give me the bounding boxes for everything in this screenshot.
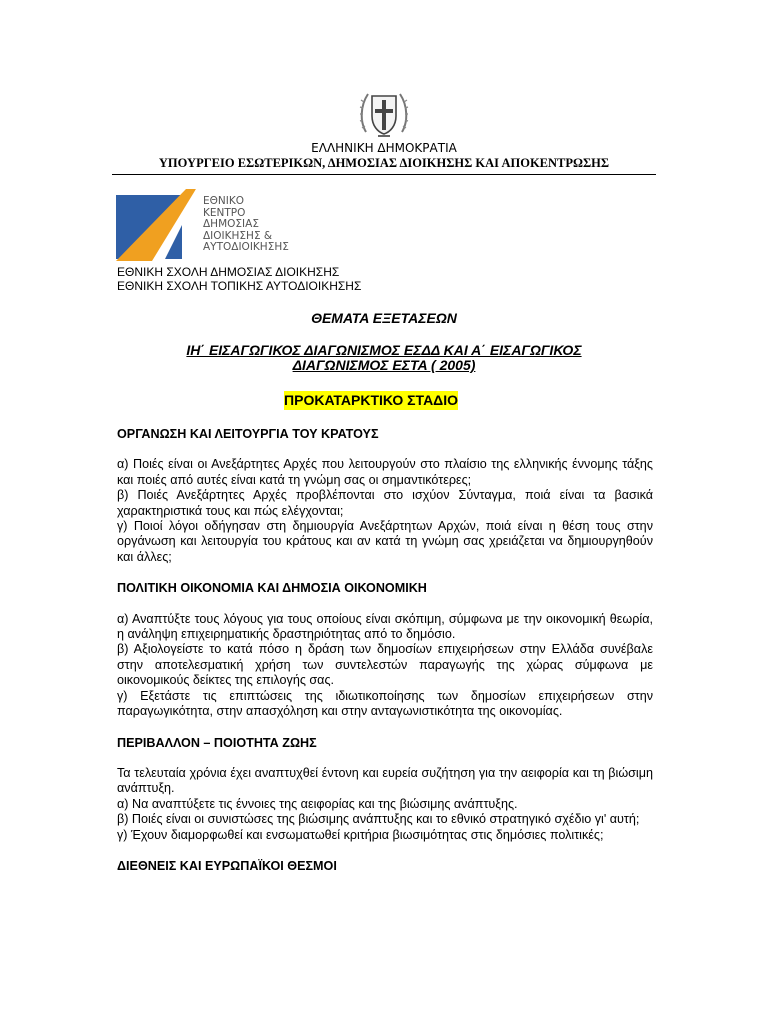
exam-content (117, 427, 653, 890)
logo-line: ΚΕΝΤΡΟ (203, 206, 246, 219)
question-paragraph: γ) Εξετάστε τις επιπτώσεις της ιδιωτικοποίησης των δημοσίων επιχειρήσεων στην παραγωγικότητα, στην απασχόληση και στην ανταγωνιστικότητα της οικονομίας. (117, 688, 653, 719)
question-paragraph: β) Ποιές Ανεξάρτητες Αρχές προβλέπονται στο ισχύον Σύνταγμα, ποιά είναι τα βασικά χαρακτηριστικά τους και πώς ελέγχονται; (117, 488, 653, 518)
schools-block (117, 265, 361, 293)
section-heading: ΠΟΛΙΤΙΚΗ ΟΙΚΟΝΟΜΙΑ ΚΑΙ ΔΗΜΟΣΙΑ ΟΙΚΟΝΟΜΙΚΗ (117, 581, 427, 596)
section-economics (117, 581, 653, 719)
greek-coat-of-arms-emblem (358, 86, 410, 142)
ministry-heading: ΥΠΟΥΡΓΕΙΟ ΕΣΩΤΕΡΙΚΩΝ, ΔΗΜΟΣΙΑΣ ΔΙΟΙΚΗΣΗΣ ΚΑΙ ΑΠΟΚΕΝΤΡΩΣΗΣ (112, 156, 656, 175)
subtitle-line: ΙΗ΄ ΕΙΣΑΓΩΓΙΚΟΣ ΔΙΑΓΩΝΙΣΜΟΣ ΕΣΔΔ ΚΑΙ Α΄ ΕΙΣΑΓΩΓΙΚΟΣ (186, 342, 582, 358)
stage-label: ΠΡΟΚΑΤΑΡΚΤΙΚΟ ΣΤΑΔΙΟ (284, 392, 459, 408)
question-paragraph: α) Να αναπτύξετε τις έννοιες της αειφορίας και της βιώσιμης ανάπτυξης. (117, 796, 518, 811)
subtitle-line: ΔΙΑΓΩΝΙΣΜΟΣ ΕΣΤΑ ( 2005) (292, 357, 476, 373)
logo-line: ΑΥΤΟΔΙΟΙΚΗΣΗΣ (203, 241, 289, 253)
section-heading: ΠΕΡΙΒΑΛΛΟΝ – ΠΟΙΟΤΗΤΑ ΖΩΗΣ (117, 735, 317, 750)
question-paragraph: γ) Ποιοί λόγοι οδήγησαν στη δημιουργία Ανεξάρτητων Αρχών, ποιά είναι η θέση τους στην οργάνωση και λειτουργία του κράτους και αν κατά τη γνώμη σας χρειάζεται να δημιουργηθούν και άλλες; (117, 519, 653, 564)
question-paragraph: α) Αναπτύξτε τους λόγους για τους οποίους είναι σκόπιμη, σύμφωνα με την οικονομική θεωρία, η ανάληψη επιχειρηματικής δραστηριότητας από το δημόσιο. (117, 611, 653, 642)
section-organization (117, 427, 653, 565)
document-title: ΘΕΜΑΤΑ ΕΞΕΤΑΣΕΩΝ (311, 310, 457, 326)
question-paragraph: γ) Έχουν διαμορφωθεί και ενσωματωθεί κριτήρια βιωσιμότητας στις δημόσιες πολιτικές; (117, 827, 604, 842)
school-name: ΕΘΝΙΚΗ ΣΧΟΛΗ ΔΗΜΟΣΙΑΣ ΔΙΟΙΚΗΣΗΣ (117, 265, 340, 279)
ekdd-logo-text (203, 196, 289, 254)
school-name: ΕΘΝΙΚΗ ΣΧΟΛΗ ΤΟΠΙΚΗΣ ΑΥΤΟΔΙΟΙΚΗΣΗΣ (117, 279, 362, 293)
logo-line: ΔΙΟΙΚΗΣΗΣ & (203, 229, 273, 242)
section-heading: ΔΙΕΘΝΕΙΣ ΚΑΙ ΕΥΡΩΠΑΪΚΟΙ ΘΕΣΜΟΙ (117, 858, 337, 873)
question-paragraph: Τα τελευταία χρόνια έχει αναπτυχθεί έντονη και ευρεία συζήτηση για την αειφορία και τη βιώσιμη ανάπτυξη. (117, 765, 653, 796)
logo-line: ΕΘΝΙΚΟ (203, 195, 245, 207)
logo-line: ΔΗΜΟΣΙΑΣ (203, 218, 259, 230)
republic-label: ΕΛΛΗΝΙΚΗ ΔΗΜΟΚΡΑΤΙΑ (311, 141, 457, 155)
section-heading: ΟΡΓΑΝΩΣΗ ΚΑΙ ΛΕΙΤΟΥΡΓΙΑ ΤΟΥ ΚΡΑΤΟΥΣ (117, 427, 379, 441)
ekdd-logo (116, 189, 196, 265)
section-institutions (117, 859, 653, 874)
document-subtitle (150, 343, 618, 373)
question-paragraph: α) Ποιές είναι οι Ανεξάρτητες Αρχές που λειτουργούν στο πλαίσιο της ελληνικής έννομης τάξης και ποιές από αυτές είναι κατά τη γνώμη σας οι σημαντικότερες; (117, 457, 653, 487)
question-paragraph: β) Αξιολογείστε το κατά πόσο η δράση των δημοσίων επιχειρήσεων στην Ελλάδα συνέβαλε στην αποτελεσματική χρήση των συντελεστών παραγωγής της χώρας σύμφωνα με οικονομικούς δείκτες της επιλογής σας. (117, 642, 653, 688)
question-paragraph: β) Ποιές είναι οι συνιστώσες της βιώσιμης ανάπτυξης και το εθνικό στρατηγικό σχέδιο γι' αυτή; (117, 812, 640, 827)
section-environment (117, 736, 653, 843)
